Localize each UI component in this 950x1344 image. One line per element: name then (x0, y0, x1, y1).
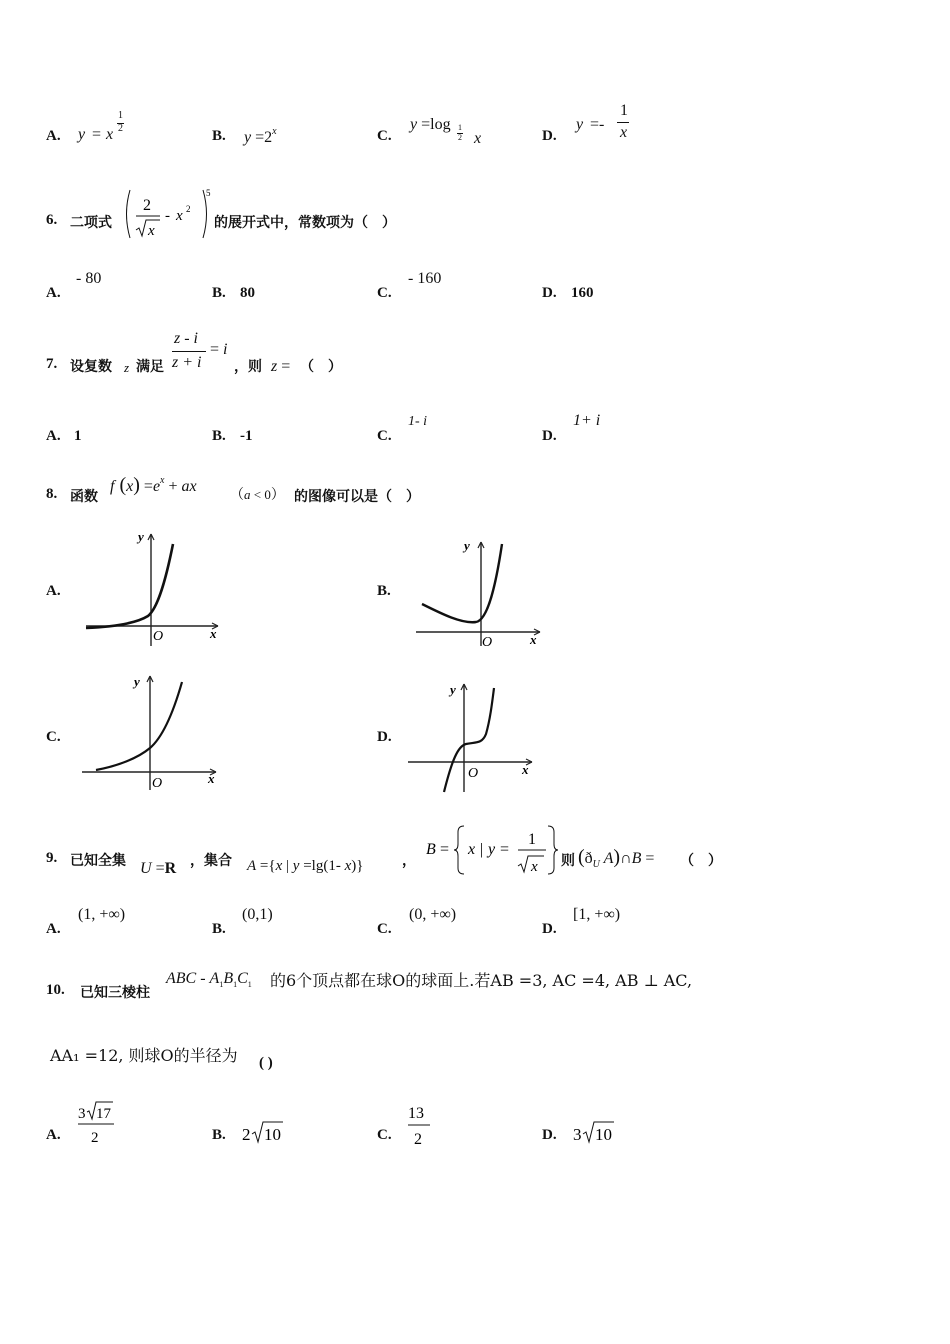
axis-y-label: y (450, 682, 456, 697)
q10-prism-name: ABC - $A_1B_1C_1$ (166, 970, 252, 989)
q8-option-b-label[interactable]: B. (377, 583, 391, 599)
q8-function-formula: f $(x) =e^x$ + ax (110, 474, 197, 496)
q9-option-a-value: (1, +∞) (78, 906, 126, 923)
q9-set-a: A ={x | y =lg(1- x)} (247, 858, 364, 874)
q9-option-b-label[interactable]: B. (212, 921, 226, 937)
q7-stem-a: 设复数 (70, 359, 112, 375)
q10-stem-line1: 的6个顶点都在球O的球面上.若AB =3, AC =4, AB ⊥ AC, (270, 971, 693, 990)
svg-text:x: x (176, 208, 183, 224)
origin-label: O (468, 766, 479, 781)
q8-graph-b (410, 534, 550, 652)
q6-number: 6. (46, 212, 58, 228)
svg-text:2: 2 (143, 197, 151, 214)
q6-option-d-value: 160 (571, 285, 594, 301)
svg-text:B: B (426, 841, 436, 858)
svg-text:=: = (440, 841, 450, 858)
q9-option-d-value: [1, +∞) (573, 906, 621, 923)
q7-option-b-value: -1 (240, 428, 253, 444)
q10-option-a-label[interactable]: A. (46, 1127, 61, 1143)
q9-set-b (424, 822, 558, 878)
q9-stem-b: ，集合 (190, 853, 232, 869)
svg-text:3: 3 (78, 1106, 86, 1122)
axis-y-label: y (464, 538, 470, 553)
q5-option-a-label[interactable]: A. (46, 128, 61, 144)
curve (422, 544, 502, 622)
q10-answer-paren: ( ) (259, 1055, 273, 1071)
q8-graph-c (78, 670, 228, 794)
axis-x-label: x (522, 762, 529, 777)
q5-option-b-label[interactable]: B. (212, 128, 226, 144)
q8-number: 8. (46, 486, 58, 502)
q8-option-c-label[interactable]: C. (46, 729, 61, 745)
q10-number: 10. (46, 982, 65, 998)
q5-option-d-label[interactable]: D. (542, 128, 557, 144)
q6-option-c-label[interactable]: C. (377, 285, 392, 301)
svg-text:|: | (480, 841, 484, 858)
axis-y-label: y (138, 529, 144, 544)
curve (96, 682, 182, 770)
svg-text:x: x (531, 859, 538, 875)
q8-graph-d (404, 680, 544, 796)
q9-stem-c: ， (402, 853, 416, 869)
curve (86, 544, 173, 628)
q5-option-c-label[interactable]: C. (377, 128, 392, 144)
q9-stem-e: （ ） (680, 853, 722, 869)
q8-condition: （a < 0） (230, 487, 285, 503)
q7-var-z: z (124, 360, 130, 375)
q9-stem-a: 已知全集 (70, 853, 126, 869)
q7-option-a-label[interactable]: A. (46, 428, 61, 444)
q10-option-d-value (573, 1118, 619, 1146)
svg-text:2: 2 (242, 1125, 251, 1144)
axis-x-label: x (210, 626, 217, 641)
q7-number: 7. (46, 356, 58, 372)
q6-stem-after: 的展开式中，常数项为（ ） (214, 215, 396, 231)
q9-option-c-label[interactable]: C. (377, 921, 392, 937)
q9-stem-d: 则 (561, 853, 575, 869)
origin-label: O (152, 776, 163, 791)
q5-option-c-formula: y =log 1 2 x (410, 116, 482, 147)
q10-option-b-value (242, 1118, 288, 1146)
svg-text:10: 10 (595, 1125, 612, 1144)
q6-option-b-label[interactable]: B. (212, 285, 226, 301)
svg-text:2: 2 (414, 1131, 422, 1148)
q9-option-a-label[interactable]: A. (46, 921, 61, 937)
q6-stem-before: 二项式 (70, 215, 112, 231)
svg-text:x: x (468, 841, 476, 858)
svg-text:-: - (165, 208, 170, 224)
svg-text:y: y (488, 841, 496, 858)
svg-text:13: 13 (408, 1105, 424, 1122)
q7-option-d-value: 1+ i (573, 412, 601, 429)
q8-stem-b: 的图像可以是（ ） (294, 489, 420, 505)
svg-text:17: 17 (96, 1106, 111, 1122)
q7-option-c-label[interactable]: C. (377, 428, 392, 444)
q7-z-equals: z = (271, 358, 291, 375)
q7-stem-d: （ ） (300, 359, 342, 375)
q9-option-c-value: (0, +∞) (409, 906, 457, 923)
q7-option-b-label[interactable]: B. (212, 428, 226, 444)
svg-text:1: 1 (528, 831, 536, 848)
q8-stem-a: 函数 (70, 489, 98, 505)
q10-option-c-value (406, 1100, 436, 1148)
q6-option-a-label[interactable]: A. (46, 285, 61, 301)
svg-text:2: 2 (91, 1130, 99, 1146)
q10-option-d-label[interactable]: D. (542, 1127, 557, 1143)
q9-complement-expression: ($ð_U$ A)∩B = (578, 846, 655, 870)
svg-text:2: 2 (186, 204, 191, 214)
origin-label: O (482, 635, 493, 650)
axis-x-label: x (530, 632, 537, 647)
svg-text:10: 10 (264, 1125, 281, 1144)
q10-option-b-label[interactable]: B. (212, 1127, 226, 1143)
q9-option-b-value: (0,1) (242, 906, 273, 923)
svg-text:5: 5 (206, 188, 211, 198)
q6-option-a-value: - 80 (76, 270, 102, 287)
q6-option-c-value: - 160 (408, 270, 442, 287)
q8-graph-a (80, 524, 230, 650)
svg-text:=: = (500, 841, 510, 858)
svg-text:3: 3 (573, 1125, 582, 1144)
svg-text:x: x (148, 223, 155, 239)
axis-x-label: x (208, 771, 215, 786)
q9-option-d-label[interactable]: D. (542, 921, 557, 937)
origin-label: O (153, 629, 164, 644)
q7-stem-c: ，则 (234, 359, 262, 375)
q9-universal-set: U =R (140, 860, 177, 877)
q10-stem-line2: AA₁ =12, 则球O的半径为 (50, 1046, 238, 1065)
q10-option-a-value (76, 1100, 118, 1148)
q8-option-d-label[interactable]: D. (377, 729, 392, 745)
q7-option-a-value: 1 (74, 428, 82, 444)
q9-number: 9. (46, 850, 58, 866)
q8-option-a-label[interactable]: A. (46, 583, 61, 599)
axis-y-label: y (134, 674, 140, 689)
q10-option-c-label[interactable]: C. (377, 1127, 392, 1143)
q7-option-c-value: 1- i (408, 414, 428, 429)
q7-option-d-label[interactable]: D. (542, 428, 557, 444)
q5-option-b-formula: $y =2^x$ (244, 126, 277, 146)
q6-binomial-formula (120, 186, 215, 242)
q7-stem-b: 满足 (136, 359, 164, 375)
q10-stem-a: 已知三棱柱 (80, 985, 150, 1001)
q6-option-b-value: 80 (240, 285, 255, 301)
q6-option-d-label[interactable]: D. (542, 285, 557, 301)
